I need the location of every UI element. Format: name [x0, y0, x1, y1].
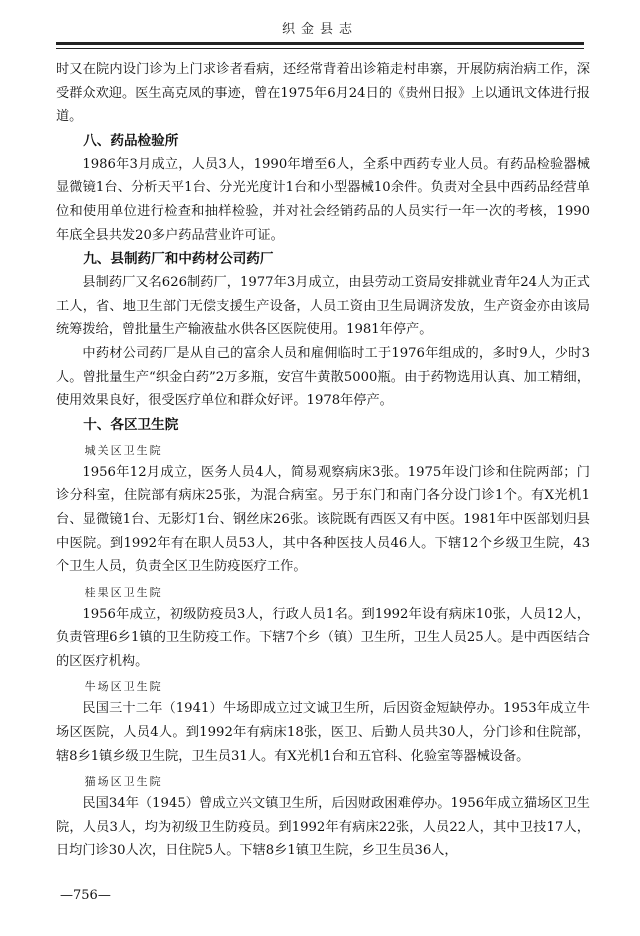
subheading-maochang: 猫场区卫生院 — [84, 775, 163, 789]
subheading-guiguo: 桂果区卫生院 — [84, 585, 163, 599]
paragraph-drug-inspection: 1986年3月成立，人员3人，1990年增至6人，全系中西药专业人员。有药品检验器械显微镜1台、分析天平1台、分光光度计1台和小型器械10余件。负责对全县中西药品经营单位和使用单位进行检查和抽样检验，并对社会经销药品的人员实行一年一次的考核，1990年底全县共发20多户药品营业许可证。 — [56, 156, 590, 243]
paragraph-county-pharma-factory: 县制药厂又名626制药厂，1977年3月成立，由县劳动工资局安排就业青年24人为正式工人，省、地卫生部门无偿支援生产设备，人员工资由卫生局调济发放，生产资金亦由该局统筹拨给，曾批量生产输液盐水供各区医院使用。1981年停产。 — [56, 275, 590, 338]
section-heading-drug-inspection: 八、药品检验所 — [83, 132, 179, 149]
paragraph-maochang: 民国34年（1945）曾成立兴文镇卫生所，后因财政困难停办。1956年成立猫场区卫生院，人员3人，均为初级卫生防疫员。到1992年有病床22张，人员22人，其中卫技17人，日均门诊30人次，日住院5人。下辖8乡1镇卫生院，乡卫生员36人， — [56, 796, 590, 859]
page-number: —756— — [60, 888, 111, 903]
paragraph-guiguo: 1956年成立，初级防疫员3人，行政人员1名。到1992年设有病床10张，人员12人，负责管理6乡1镇的卫生防疫工作。下辖7个乡（镇）卫生所，卫生人员25人。是中西医结合的区医疗机构。 — [56, 606, 590, 669]
running-header — [56, 18, 584, 37]
subheading-niuchang: 牛场区卫生院 — [84, 680, 163, 694]
section-heading-pharma-factory: 九、县制药厂和中药材公司药厂 — [83, 251, 274, 268]
body-text — [56, 58, 590, 863]
subheading-chengguan: 城关区卫生院 — [84, 443, 163, 457]
paragraph-chengguan: 1956年12月成立，医务人员4人，简易观察病床3张。1975年设门诊和住院两部；门诊分科室，住院部有病床25张，为混合病室。另于东门和南门各分设门诊1个。有X光机1台、显微镜1台、无影灯1台、钢丝床26张。该院既有西医又有中医。1981年中医部划归县中医院。到1992年有在职人员53人，其中各种医技人员46人。下辖12个乡级卫生院，43个卫生人员，负责全区卫生防疫医疗工作。 — [56, 464, 590, 575]
paragraph-niuchang: 民国三十二年（1941）牛场即成立过文诚卫生所，后因资金短缺停办。1953年成立牛场区医院，人员4人。到1992年有病床18张，医卫、后勤人员共30人，分门诊和住院部，辖8乡1镇乡级卫生院，卫生员31人。有X光机1台和五官科、化验室等器械设备。 — [56, 701, 590, 764]
paragraph-herbal-company-factory: 中药材公司药厂是从自己的富余人员和雇佣临时工于1976年组成的，多时9人，少时3人。曾批量生产“织金白药”2万多瓶，安宫牛黄散5000瓶。由于药物选用认真、加工精细，使用效果良好，很受医疗单位和群众好评。1978年停产。 — [56, 345, 590, 409]
header-rule-thin — [56, 48, 584, 49]
intro-paragraph: 时又在院内设门诊为上门求诊者看病，还经常背着出诊箱走村串寨，开展防病治病工作，深受群众欢迎。医生高克凤的事迹，曾在1975年6月24日的《贵州日报》上以通讯文体进行报道。 — [56, 62, 590, 125]
header-rule-thick — [56, 42, 584, 45]
header-title: 织金县志 — [281, 22, 358, 37]
section-heading-district-hospitals: 十、各区卫生院 — [83, 416, 179, 433]
